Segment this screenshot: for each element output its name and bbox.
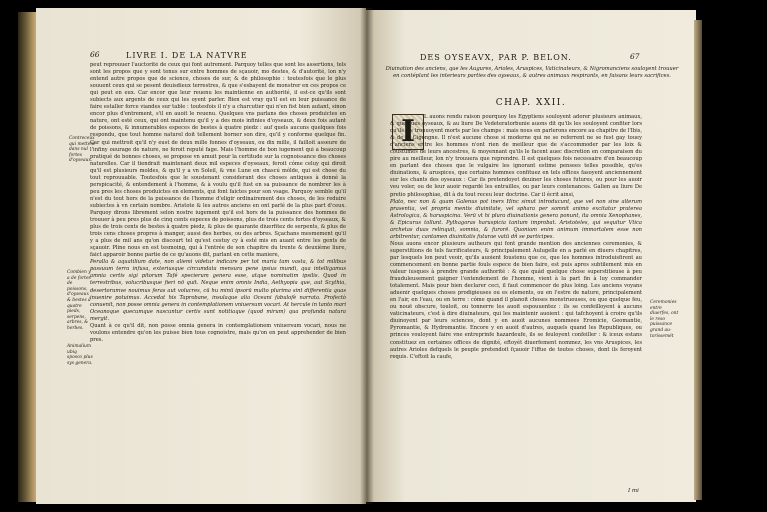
left-margin-note-2: Combien y a de fortes de poissons, d'oyseaux & bestes à quatre pieds, serpens, arbres, & herbes.	[67, 270, 91, 331]
right-continuation: Nous auons encor plusieurs autheurs qui font grande mention des anciennes ceremonies, & superstitions de tels facrificateurs, & principalement Aulugelle en a parlé en diuers chapitres, par lesquels lon peut veoir, qu'ils auoient foustenu que ce, que les hommes introduisfirent au commencement en bonne partie fouls espece de bien faire, est puis apres subtilement mis en valeur iusques à prendre grande authorité : & que quád quelque chose superstitieuse à peu frauduleusement gaigner l'entendement de l'homme, vient à la part fin à luy commander totalement. Mais pour bien declarer ceci, il faut commencer de plus loing. Les anciens voyans aduenir quelques choses prodigieuses ou es elements, ou en l'estre de nature, principalement en l'air, en l'eau, ou en terre : cóme quand il planoit choses monstrueuses, ou que quelque feu, ou nouë obscure, touloit, ou tonnerre les auoit espouuentez : ils se confeilloyent à aucuns vaticinateurs, c'est à dire diuinateurs, qui les maintenir auoient : qui tafchoyent à croire qu'ils diuinoyent par leurs sciences, dont y en auoit aucunes nommees Eromicie, Geomantie, Pyromantie, & Hydromantie. Encore y en auoit d'autres, auquels quand les Republiques, ou princes vouloyent faire vne entreprinfe hazardeufe, ils se feuloyent confeiller : & iceux estans constituez en certaines offices de dignité, eftoyét diuerfement nommez, les vns Aruspices, les autres Arioles defquels le peuple pretendoit fçauoir l'iffue de toutes choses, dont ils feroyent requis. C'eftoit la caufe,	[390, 240, 642, 360]
drop-cap-letter: I	[400, 114, 416, 149]
left-margin-note-1: Contreceux qui mettent dans nul fortes d'oyseaux.	[69, 136, 95, 164]
right-body-text: L auons rendu raison pourquoy les Egyptiens souloyent adorer plusieurs animaux, & quelques oyseaux, & au liure De Vedeteratorbunie auons dit qu'ils les souloyent confiter lors qu'ils les trouuoyent morts par les champs : mais nous en parlerons encore au chapitre de l'Ibis, & de la Cigongne. Il n'est aucune chose si moderne qui ne se referrent ne se fust gay touey d'anciens entre les hommes n'ont rien de meilleur que de s'accommoder par les loix & coustumes de leurs ancestres, & moyennant qu'ils le facent auec discretion en comparaison du pire au meilleur, lon n'y trouuera que reprendre. Il est quelques fois necessaire d'en beaucoup en parlant des choses que le vulgaire les ignorant estime pensees telles possible, qu'es diuinations, & aruspices, que certains hommes confituez en tels offices fasoyent anciennement sur les chants des oyseaux : Car ils pretendoyet deuiner les choses futures, ou pour les auoir veu voler, ou de leur auoir regardé les entrailles, ou par leurs contenances. Galien au liure De pretio philosophiae, dit à du tout receu leur doctrine. Car il écrit ainsi,	[390, 114, 642, 198]
left-page	[36, 8, 366, 504]
left-latin-quote: Peralla & aquatilium date, non aliemi videtur indicare per tot maria tam vasta, & tot milibus passuum terra infusa, exteriusque circumdata mensura pene ipsius mundi, qua intelligamus amnia certis sigi pitorum Tafé specierum genera esse, atque nominatim ipsilis. Quod in terrestribus, volucribusque fieri nō quit. Neque enim omnis India, Aethyopia que, aut Scythia, desertorumve nouimus feras aut volucres, cū hu minū ipsorū multo plurima sint differentia quas inuenire potuimus. Accedat his Taprobane, insulaque alia Oceani fabulofè narrata. Profectò conuenit, non posse omnia genera in contemplationem vniuersum vocari. At hercule in tanto mari Oceanoque quecumque nascuntur certis sunt notitiaque (quod mirum) qua profunda natura mergit.	[90, 259, 346, 322]
right-body	[390, 114, 642, 486]
left-margin-note-3: Animalium ubiq sposco plus sys genera.	[67, 344, 93, 366]
chapter-title: CHAP. XXII.	[495, 98, 567, 108]
chapter-summary: Diuination des anciens, que les Augures, Arioles, Aruspices, Vaticinateurs, & Nigromanciens souloyent trouuer en contéplant les interieurs parties des oyseaux, & autres animaux respirants, en faisans leurs sacrifices.	[385, 66, 679, 79]
left-page-number: 66	[90, 50, 100, 59]
left-running-head: LIVRE I. DE LA NATVRE	[126, 51, 248, 60]
left-body-text: peut reprouuer l'auctorité de ceux qui font autrement. Parquoy telles que sont les assertions, tels sont les propos que y sont tenus sur entre hommes de sçauoir, mo destes, & d'autorité, lon n'y entend autre propos que de science, choses de sur, & de philosophie : toutesfois que le plus souuent ceux qui se pesent deuisdieux terrestres, & que s'esbayent de monstrer en ces propos ce qui peut en eux. Car encor que leur reuenu les maintienne en authorité, il est-ce qu'ils sont subiects aux argents de ceux qui les oyent parler. Bien est vray qu'il est en leur puissance de faire estaller force viandes sur table : toutesfois il n'y a charcutier qui n'en fist bien autant, sinon encor plus d'entrement, s'il en auoit le reuenu. Quelques vns parlans des choses produictes en nature, ont esté ceux, qui ont maintenu qu'il y a des mois infinies d'oyseaux, & deux fois autant de poissons, & innumerables especes de bestes à quatre piedz : auf quels aucuns quelques fois respondu, que tout homme naturel doit tellement borner son dire, qu'il y conforme quelque fin. Car qui mettroit qu'il n'y eust de deux mille fonnes d'oyseaux, ou dix mille, il failloit asseure de l'infiny ouurage de nature, ne feroit reputé fage. Mais l'homme de bon iugement qui a beaucoup pratiqué de bonnes choses, se propose vn amuit pour la certitude sur la cognoissance des choses naturelles. Car il tiendrait maintenant deux mil especes d'oyseaux, feroit cóme celuy qui diroit qu'il est plusieurs moldes, & qu'il y a vn Soleil, & vne Lune en chascú mólde, qui est chose du tout reprouuable. Toutesfois que le soustenant considerant des choses antiques à donné la perspicacité, & entendement à l'homme, & à voulu qu'il fust en sa puissance de nombrer les à peu pres les choses produictes en elements, qui font faictes pour son vsage. Parquoy semble qu'il n'est du tout hors de la puissance de l'homme d'eligir ordinairement des choses, de les reduire subiectes à vn certain nombre. Aristote & les autres anciens en ont parlé de la plus part d'ceux. Parquoy dirons librement selon nostre iugement qu'il est hors de la puissance des hommes de trouuer à peu pres plus de cinq cents especes de poissons, plus de trois cents fortes d'oyseaux, & plus de trois cents de bestes à quatre piedz, & plus de quarante diuerfitez de serpents, & plus de trois cens choses propres à manger, aussi des herbes, ou des arbres. Sçachans mesmement qu'il y a plus de mil ans qu'on discourt tel qu'est cestuy cy à esté mis en auant entre les gents de sçauoir. Pline nous en est tesmoing, qui à l'entrée de son chapitre du trente & deuxième liure, faict apparoir bonne partie de ce qu'auons dit, parlant en cette maniere,	[90, 62, 346, 259]
right-margin-note-1: Ceremonies entre diuerfes, ont le reso puissance grand au-torissemét	[650, 300, 679, 339]
right-running-head: DES OYSEAVX, PAR P. BELON.	[420, 53, 572, 62]
book-gutter	[360, 8, 374, 504]
left-closing-text: Quant à ce qu'il dit, non posse omnia genera in contemplationem vniuersum vocari, nous ne voulons entendre qu'on les puisse bien tous cognoistre, mais qu'on en peut apprehender de bien pres.	[90, 322, 346, 343]
left-body	[90, 62, 346, 500]
right-page	[366, 10, 696, 502]
catchword: I mi	[628, 488, 639, 494]
right-page-number: 67	[630, 52, 640, 61]
right-latin-quote: Plato, nec non & quam Galenus pot iners Hinc simut introducunt, que vel non sine alterum prasentia, vel propria mentis diuinitate, vel sphara per somnit animo excitatur praterea Astrologica, & haruspicina. Verū vt hi plura diuinationis genera ponunt, ita omnia Xenophanes, & Epicurus tollunt. Pythagoras haruspicia tantum improbat. Aristoteles, qui sequitur Vtica archetas duas relinquit, somnia, & furorē. Quoniam enim animum immortalem esse non arbitrentur, cantamen diuinitatis futurae vatū dñ se participes.	[390, 198, 642, 240]
right-page-edges	[694, 20, 702, 500]
